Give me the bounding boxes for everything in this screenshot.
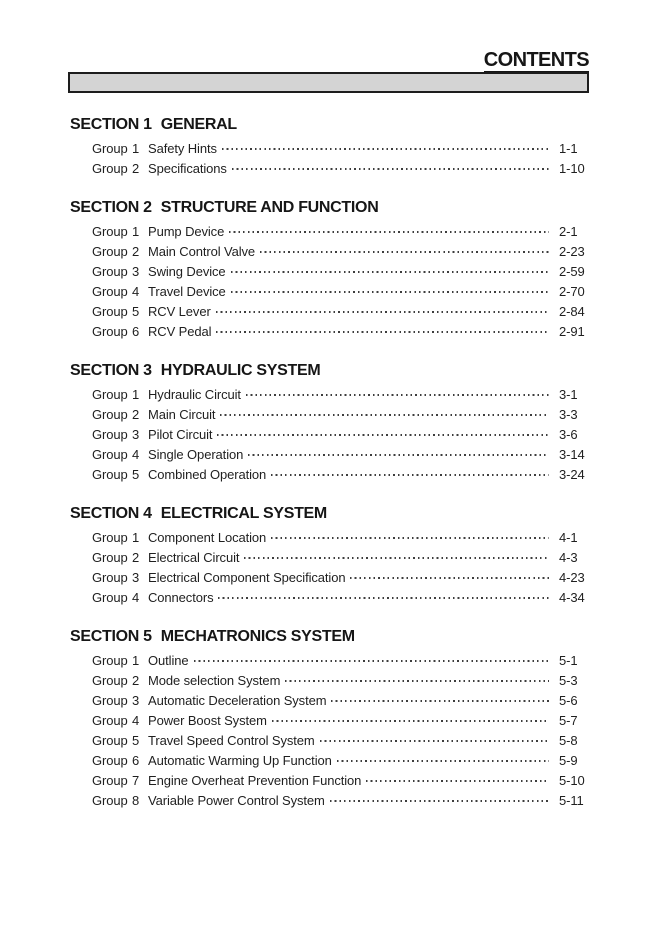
- group-title: Electrical Component Specification: [148, 569, 346, 585]
- group-title: Travel Device: [148, 283, 226, 299]
- toc-section: [70, 505, 593, 607]
- dot-leader: [271, 474, 549, 476]
- group-number: 7: [132, 772, 140, 788]
- section-groups: [70, 221, 593, 341]
- dot-leader: [216, 311, 549, 313]
- section-label: SECTION 5: [70, 628, 152, 645]
- group-prefix: Group: [92, 283, 128, 299]
- dot-leader: [248, 454, 549, 456]
- group-title: Variable Power Control System: [148, 792, 325, 808]
- group-number: 1: [132, 223, 140, 239]
- group-prefix: Group: [92, 772, 128, 788]
- group-number: 4: [132, 589, 140, 605]
- toc-row: [70, 770, 593, 790]
- dot-leader: [350, 577, 549, 579]
- group-title: Power Boost System: [148, 712, 267, 728]
- dot-leader: [246, 394, 549, 396]
- group-title: Combined Operation: [148, 466, 267, 482]
- toc-section: [70, 628, 593, 810]
- header-bar: [68, 72, 589, 93]
- toc-row: [70, 750, 593, 770]
- group-number: 3: [132, 692, 140, 708]
- group-page: 1-10: [559, 160, 585, 176]
- section-header: [70, 199, 593, 217]
- group-title: Travel Speed Control System: [148, 732, 315, 748]
- section-name: MECHATRONICS SYSTEM: [160, 628, 355, 645]
- group-page: 3-24: [559, 466, 585, 482]
- toc-row: [70, 650, 593, 670]
- group-title: Hydraulic Circuit: [148, 386, 241, 402]
- group-number: 1: [132, 529, 140, 545]
- toc-section: [70, 362, 593, 484]
- group-prefix: Group: [92, 752, 128, 768]
- group-title: Mode selection System: [148, 672, 281, 688]
- group-prefix: Group: [92, 243, 128, 259]
- group-prefix: Group: [92, 223, 128, 239]
- toc-row: [70, 281, 593, 301]
- dot-leader: [222, 148, 549, 150]
- group-title: Connectors: [148, 589, 214, 605]
- section-label: SECTION 3: [70, 362, 152, 379]
- toc-row: [70, 261, 593, 281]
- group-page: 2-23: [559, 243, 585, 259]
- group-page: 5-8: [559, 732, 578, 748]
- dot-leader: [231, 271, 549, 273]
- group-page: 3-14: [559, 446, 585, 462]
- group-page: 5-3: [559, 672, 578, 688]
- section-header: [70, 362, 593, 380]
- toc-row: [70, 301, 593, 321]
- toc-row: [70, 587, 593, 607]
- group-prefix: Group: [92, 792, 128, 808]
- group-prefix: Group: [92, 732, 128, 748]
- group-number: 8: [132, 792, 140, 808]
- group-number: 6: [132, 752, 140, 768]
- group-title: Engine Overheat Prevention Function: [148, 772, 362, 788]
- group-title: RCV Lever: [148, 303, 211, 319]
- group-title: Pump Device: [148, 223, 225, 239]
- toc-section: [70, 199, 593, 341]
- page-title: CONTENTS: [483, 49, 589, 71]
- dot-leader: [330, 800, 549, 802]
- group-prefix: Group: [92, 569, 128, 585]
- toc-row: [70, 321, 593, 341]
- group-title: Electrical Circuit: [148, 549, 240, 565]
- group-title: Pilot Circuit: [148, 426, 213, 442]
- group-title: RCV Pedal: [148, 323, 212, 339]
- toc-row: [70, 567, 593, 587]
- group-title: Automatic Deceleration System: [148, 692, 327, 708]
- dot-leader: [220, 414, 549, 416]
- section-name: STRUCTURE AND FUNCTION: [160, 199, 379, 216]
- dot-leader: [285, 680, 549, 682]
- group-page: 3-6: [559, 426, 578, 442]
- group-prefix: Group: [92, 140, 128, 156]
- group-number: 5: [132, 732, 140, 748]
- group-number: 2: [132, 243, 140, 259]
- toc-row: [70, 730, 593, 750]
- group-page: 5-7: [559, 712, 578, 728]
- dot-leader: [216, 331, 549, 333]
- group-number: 3: [132, 569, 140, 585]
- dot-leader: [320, 740, 549, 742]
- section-header: [70, 628, 593, 646]
- group-page: 2-1: [559, 223, 578, 239]
- group-number: 6: [132, 323, 140, 339]
- group-title: Single Operation: [148, 446, 244, 462]
- group-prefix: Group: [92, 672, 128, 688]
- section-label: SECTION 4: [70, 505, 152, 522]
- group-number: 3: [132, 263, 140, 279]
- group-number: 4: [132, 712, 140, 728]
- group-prefix: Group: [92, 446, 128, 462]
- toc-row: [70, 384, 593, 404]
- section-header: [70, 116, 593, 134]
- section-groups: [70, 384, 593, 484]
- group-prefix: Group: [92, 692, 128, 708]
- group-page: 5-10: [559, 772, 585, 788]
- group-title: Swing Device: [148, 263, 226, 279]
- group-title: Main Circuit: [148, 406, 216, 422]
- dot-leader: [194, 660, 550, 662]
- group-number: 2: [132, 672, 140, 688]
- group-prefix: Group: [92, 712, 128, 728]
- group-page: 4-3: [559, 549, 578, 565]
- dot-leader: [232, 168, 549, 170]
- group-page: 2-59: [559, 263, 585, 279]
- group-title: Automatic Warming Up Function: [148, 752, 332, 768]
- toc-row: [70, 424, 593, 444]
- toc-row: [70, 670, 593, 690]
- group-prefix: Group: [92, 323, 128, 339]
- section-name: HYDRAULIC SYSTEM: [160, 362, 321, 379]
- group-page: 5-9: [559, 752, 578, 768]
- group-title: Main Control Valve: [148, 243, 256, 259]
- group-title: Specifications: [148, 160, 227, 176]
- toc-row: [70, 404, 593, 424]
- group-page: 3-3: [559, 406, 578, 422]
- group-prefix: Group: [92, 549, 128, 565]
- toc-row: [70, 690, 593, 710]
- toc-row: [70, 464, 593, 484]
- group-page: 5-6: [559, 692, 578, 708]
- group-page: 2-84: [559, 303, 585, 319]
- group-title: Safety Hints: [148, 140, 217, 156]
- toc-row: [70, 241, 593, 261]
- group-number: 1: [132, 386, 140, 402]
- group-page: 4-23: [559, 569, 585, 585]
- toc-section: [70, 116, 593, 178]
- group-page: 2-70: [559, 283, 585, 299]
- toc-row: [70, 444, 593, 464]
- toc-row: [70, 138, 593, 158]
- dot-leader: [244, 557, 549, 559]
- group-number: 2: [132, 406, 140, 422]
- section-label: SECTION 2: [70, 199, 152, 216]
- group-number: 1: [132, 140, 140, 156]
- group-number: 5: [132, 303, 140, 319]
- section-name: ELECTRICAL SYSTEM: [160, 505, 327, 522]
- group-prefix: Group: [92, 406, 128, 422]
- dot-leader: [331, 700, 549, 702]
- group-prefix: Group: [92, 160, 128, 176]
- section-name: GENERAL: [160, 116, 237, 133]
- toc-row: [70, 710, 593, 730]
- dot-leader: [260, 251, 549, 253]
- dot-leader: [337, 760, 549, 762]
- dot-leader: [231, 291, 549, 293]
- group-number: 2: [132, 160, 140, 176]
- group-number: 1: [132, 652, 140, 668]
- group-prefix: Group: [92, 652, 128, 668]
- dot-leader: [366, 780, 549, 782]
- group-page: 4-1: [559, 529, 578, 545]
- group-page: 2-91: [559, 323, 585, 339]
- section-groups: [70, 527, 593, 607]
- group-prefix: Group: [92, 466, 128, 482]
- dot-leader: [272, 720, 549, 722]
- group-page: 5-1: [559, 652, 578, 668]
- group-number: 2: [132, 549, 140, 565]
- group-page: 3-1: [559, 386, 578, 402]
- group-number: 4: [132, 446, 140, 462]
- section-header: [70, 505, 593, 523]
- group-prefix: Group: [92, 589, 128, 605]
- dot-leader: [271, 537, 549, 539]
- section-groups: [70, 650, 593, 810]
- group-page: 5-11: [559, 792, 584, 808]
- group-page: 4-34: [559, 589, 585, 605]
- toc-row: [70, 547, 593, 567]
- section-groups: [70, 138, 593, 178]
- group-prefix: Group: [92, 263, 128, 279]
- group-prefix: Group: [92, 529, 128, 545]
- group-title: Outline: [148, 652, 189, 668]
- group-title: Component Location: [148, 529, 267, 545]
- dot-leader: [218, 597, 549, 599]
- group-prefix: Group: [92, 426, 128, 442]
- group-prefix: Group: [92, 303, 128, 319]
- dot-leader: [229, 231, 549, 233]
- toc-row: [70, 527, 593, 547]
- toc-row: [70, 790, 593, 810]
- section-label: SECTION 1: [70, 116, 152, 133]
- toc-row: [70, 158, 593, 178]
- group-number: 3: [132, 426, 140, 442]
- group-page: 1-1: [559, 140, 578, 156]
- toc-row: [70, 221, 593, 241]
- dot-leader: [217, 434, 549, 436]
- group-number: 5: [132, 466, 140, 482]
- group-prefix: Group: [92, 386, 128, 402]
- group-number: 4: [132, 283, 140, 299]
- table-of-contents: [70, 116, 593, 831]
